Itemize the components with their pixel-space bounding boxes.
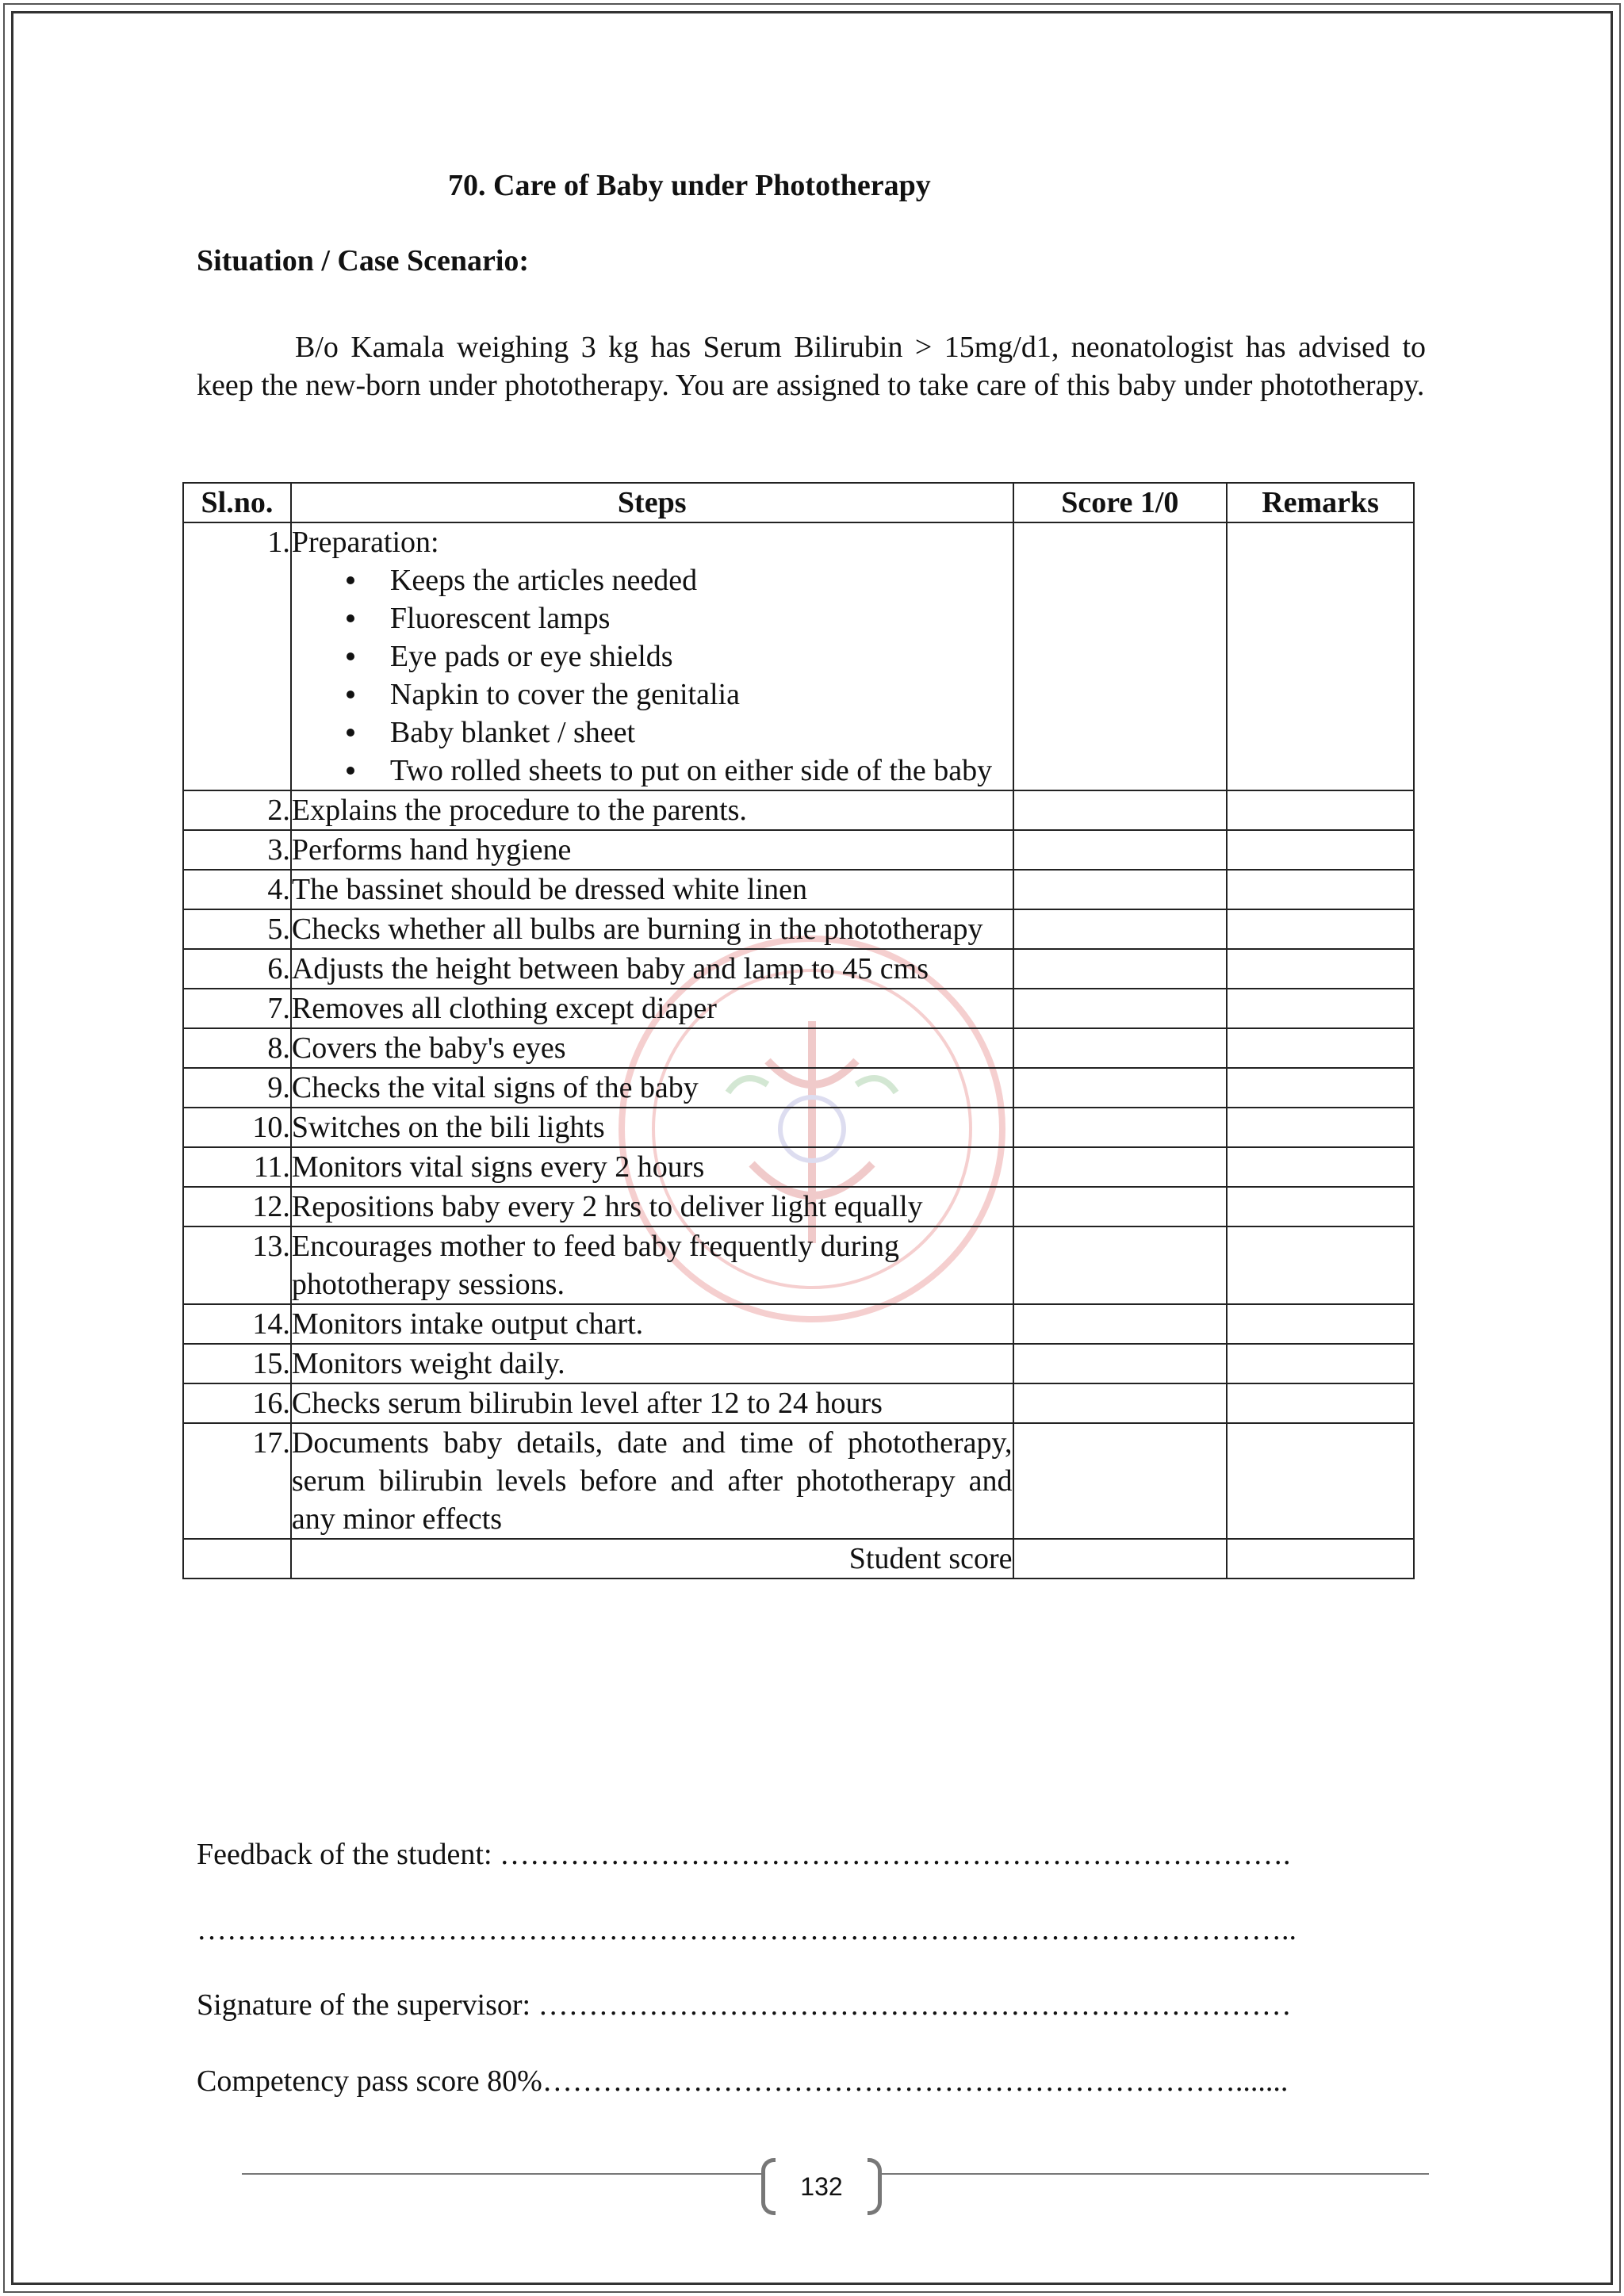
remarks-cell[interactable]	[1227, 1226, 1414, 1304]
table-row	[183, 830, 1414, 870]
table-row	[183, 1187, 1414, 1226]
score-cell[interactable]	[1013, 1423, 1228, 1539]
checklist-table	[182, 482, 1415, 1579]
remarks-cell[interactable]	[1227, 1344, 1414, 1383]
remarks-cell[interactable]	[1227, 1304, 1414, 1344]
remarks-cell[interactable]	[1227, 1187, 1414, 1226]
remarks-cell[interactable]	[1227, 909, 1414, 949]
row-step: Encourages mother to feed baby frequently during phototherapy sessions.	[291, 1226, 1013, 1304]
total-row	[183, 1539, 1414, 1578]
row-number: 1.	[183, 522, 291, 790]
header-score: Score 1/0	[1013, 483, 1228, 522]
row-step: Adjusts the height between baby and lamp to 45 cms	[291, 949, 1013, 989]
row-step: Switches on the bili lights	[291, 1108, 1013, 1147]
remarks-cell[interactable]	[1227, 1383, 1414, 1423]
list-item: Eye pads or eye shields	[390, 637, 1013, 675]
row-step: The bassinet should be dressed white linen	[291, 870, 1013, 909]
score-cell[interactable]	[1013, 1226, 1228, 1304]
score-cell[interactable]	[1013, 522, 1228, 790]
list-item: Fluorescent lamps	[390, 599, 1013, 637]
row-number: 8.	[183, 1028, 291, 1068]
header-remarks: Remarks	[1227, 483, 1414, 522]
score-cell[interactable]	[1013, 909, 1228, 949]
remarks-cell[interactable]	[1227, 949, 1414, 989]
score-cell[interactable]	[1013, 1344, 1228, 1383]
remarks-cell[interactable]	[1227, 1423, 1414, 1539]
pass-score-line: Competency pass score 80%…………………………………………………………….......	[197, 2064, 1289, 2098]
row-number: 11.	[183, 1147, 291, 1187]
row-number: 3.	[183, 830, 291, 870]
row-step: Documents baby details, date and time of phototherapy, serum bilirubin levels before and after phototherapy and any minor effects	[291, 1423, 1013, 1539]
row-number: 16.	[183, 1383, 291, 1423]
list-item: Napkin to cover the genitalia	[390, 675, 1013, 714]
header-steps: Steps	[291, 483, 1013, 522]
table-row	[183, 949, 1414, 989]
table-row	[183, 1147, 1414, 1187]
table-header-row	[183, 483, 1414, 522]
score-cell[interactable]	[1013, 949, 1228, 989]
feedback-continuation-line[interactable]: ………………………………………………………………………………………………..	[197, 1913, 1297, 1946]
row-step: Checks the vital signs of the baby	[291, 1068, 1013, 1108]
page-number: 132	[800, 2172, 843, 2201]
remarks-cell[interactable]	[1227, 989, 1414, 1028]
row-number: 15.	[183, 1344, 291, 1383]
remarks-cell[interactable]	[1227, 1068, 1414, 1108]
row-step: Removes all clothing except diaper	[291, 989, 1013, 1028]
table-row	[183, 1108, 1414, 1147]
score-cell[interactable]	[1013, 790, 1228, 830]
remarks-cell[interactable]	[1227, 830, 1414, 870]
list-item: Two rolled sheets to put on either side of the baby	[390, 752, 1013, 790]
table-row	[183, 522, 1414, 790]
remarks-cell[interactable]	[1227, 1108, 1414, 1147]
row-number: 6.	[183, 949, 291, 989]
row-step: Monitors weight daily.	[291, 1344, 1013, 1383]
row-number: 7.	[183, 989, 291, 1028]
row-number: 17.	[183, 1423, 291, 1539]
table-row	[183, 790, 1414, 830]
score-cell[interactable]	[1013, 870, 1228, 909]
row-step: Explains the procedure to the parents.	[291, 790, 1013, 830]
row-number: 5.	[183, 909, 291, 949]
row-step: Covers the baby's eyes	[291, 1028, 1013, 1068]
header-slno: Sl.no.	[183, 483, 291, 522]
score-cell[interactable]	[1013, 1028, 1228, 1068]
table-row	[183, 909, 1414, 949]
table-row	[183, 1344, 1414, 1383]
footer-rule-left	[242, 2173, 761, 2175]
supervisor-signature-line[interactable]: Signature of the supervisor: …………………………………………………………………	[197, 1988, 1292, 2022]
row-step: Checks serum bilirubin level after 12 to 24 hours	[291, 1383, 1013, 1423]
row-step: Performs hand hygiene	[291, 830, 1013, 870]
row-step: Monitors vital signs every 2 hours	[291, 1147, 1013, 1187]
table-row	[183, 1304, 1414, 1344]
row-number: 4.	[183, 870, 291, 909]
page-title: 70. Care of Baby under Phototherapy	[448, 169, 931, 202]
row-step: Repositions baby every 2 hrs to deliver light equally	[291, 1187, 1013, 1226]
total-row-number	[183, 1539, 291, 1578]
table-row	[183, 989, 1414, 1028]
preparation-list	[292, 561, 1013, 790]
score-cell[interactable]	[1013, 1147, 1228, 1187]
feedback-line[interactable]: Feedback of the student: …………………………………………………………………….	[197, 1838, 1291, 1871]
row-step	[291, 522, 1013, 790]
case-scenario-text: B/o Kamala weighing 3 kg has Serum Bilirubin > 15mg/d1, neonatologist has advised to keep the new-born under phototherapy. You are assigned to take care of this baby under phototherapy.	[197, 331, 1426, 402]
table-row	[183, 1423, 1414, 1539]
table-row	[183, 1226, 1414, 1304]
remarks-cell[interactable]	[1227, 522, 1414, 790]
score-cell[interactable]	[1013, 1108, 1228, 1147]
table-row	[183, 1383, 1414, 1423]
row-number: 9.	[183, 1068, 291, 1108]
score-cell[interactable]	[1013, 1304, 1228, 1344]
row-number: 13.	[183, 1226, 291, 1304]
remarks-cell[interactable]	[1227, 1028, 1414, 1068]
row-step: Checks whether all bulbs are burning in the phototherapy	[291, 909, 1013, 949]
student-score-label: Student score	[291, 1539, 1013, 1578]
total-remarks-cell[interactable]	[1227, 1539, 1414, 1578]
remarks-cell[interactable]	[1227, 1147, 1414, 1187]
row-number: 14.	[183, 1304, 291, 1344]
list-item: Baby blanket / sheet	[390, 714, 1013, 752]
row-number: 12.	[183, 1187, 291, 1226]
table-row	[183, 870, 1414, 909]
remarks-cell[interactable]	[1227, 790, 1414, 830]
footer-rule-right	[882, 2173, 1429, 2175]
row-number: 10.	[183, 1108, 291, 1147]
score-cell[interactable]	[1013, 989, 1228, 1028]
section-heading: Situation / Case Scenario:	[197, 244, 530, 277]
list-item: Keeps the articles needed	[390, 561, 1013, 599]
table-row	[183, 1028, 1414, 1068]
score-cell[interactable]	[1013, 1187, 1228, 1226]
table-row	[183, 1068, 1414, 1108]
remarks-cell[interactable]	[1227, 870, 1414, 909]
preparation-label: Preparation:	[291, 526, 439, 559]
row-step: Monitors intake output chart.	[291, 1304, 1013, 1344]
total-score-cell[interactable]	[1013, 1539, 1228, 1578]
score-cell[interactable]	[1013, 830, 1228, 870]
row-number: 2.	[183, 790, 291, 830]
score-cell[interactable]	[1013, 1068, 1228, 1108]
score-cell[interactable]	[1013, 1383, 1228, 1423]
